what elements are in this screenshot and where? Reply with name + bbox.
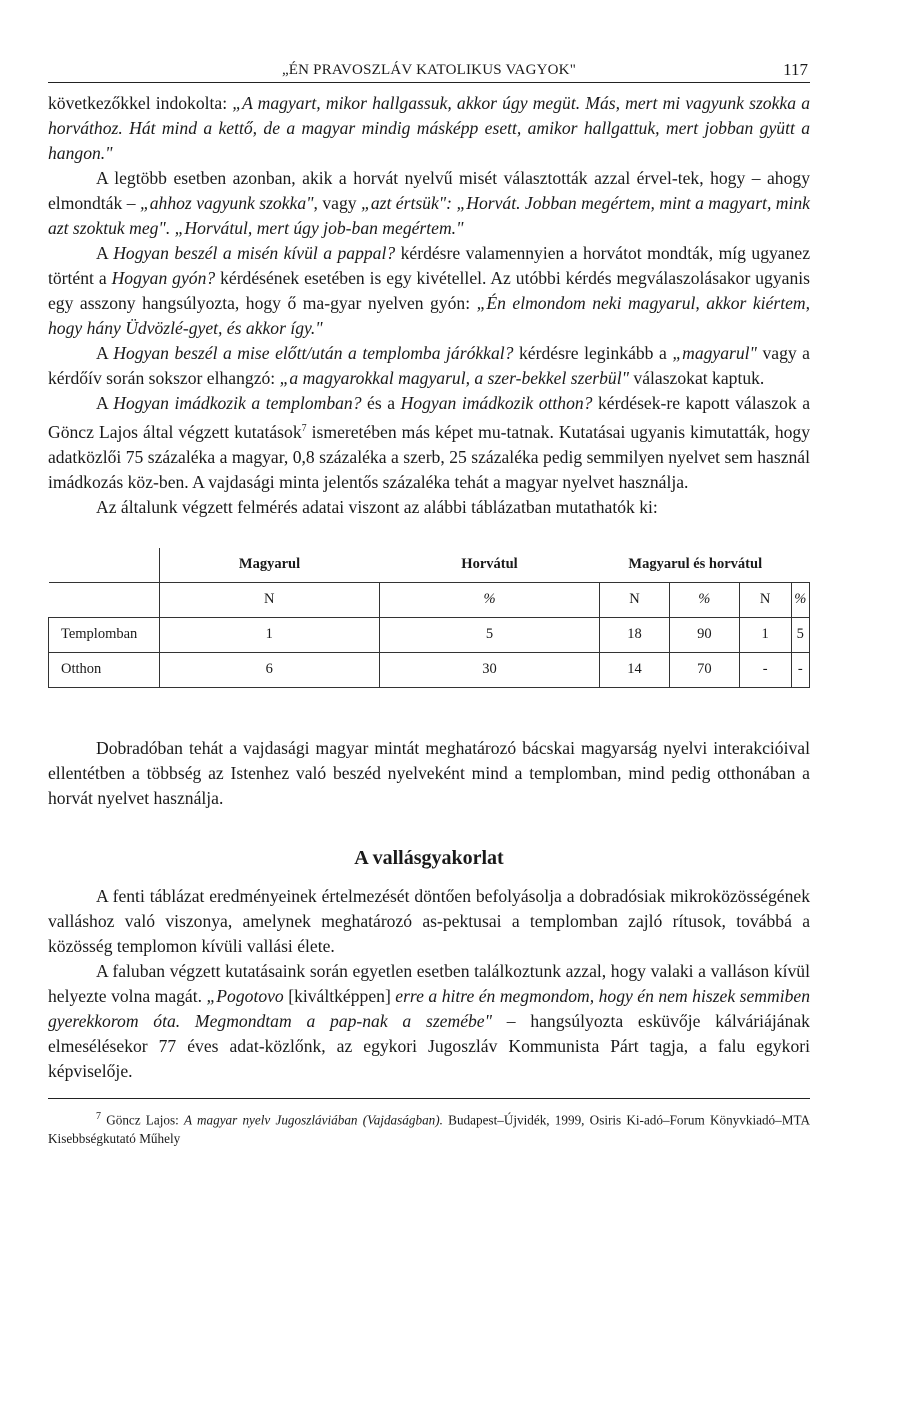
- table-subheader-row: [49, 582, 810, 617]
- table-cell: -: [791, 652, 809, 687]
- paragraph-2: A legtöbb esetben azonban, akik a horvát nyelvű misét választották azzal érvel-tek, hogy – ahogy elmondták – „ahhoz vagyunk szokka", vagy „azt értsük": „Horvát. Jobban megértem, mint a magyart, mink azt szoktuk meg". „Horvátul, mert úgy job-ban megértem.": [48, 168, 810, 238]
- subheader: N: [739, 582, 791, 617]
- running-header: [48, 60, 810, 83]
- table-cell: 70: [669, 652, 739, 687]
- group-header: Magyarul: [238, 556, 301, 573]
- subheader: %: [791, 582, 809, 617]
- row-label: Templomban: [49, 617, 160, 652]
- subheader: N: [159, 582, 380, 617]
- table-cell: -: [739, 652, 791, 687]
- running-title: „ÉN PRAVOSZLÁV KATOLIKUS VAGYOK": [281, 62, 577, 78]
- book-page: [48, 60, 810, 1148]
- paragraph-4: A Hogyan beszél a mise előtt/után a templomba járókkal? kérdésre leginkább a „magyarul" vagy a kérdőív során sokszor elhangzó: „a magyarokkal magyarul, a szer-bekkel szerbül" válaszokat kaptuk.: [48, 343, 810, 388]
- footnote-ref: 7: [301, 423, 307, 434]
- paragraph-9: A faluban végzett kutatásaink során egyetlen esetben találkoztunk azzal, hogy valaki a valláson kívül helyezte volna magát. „Pogotovo [kiváltképpen] erre a hitre én megmondom, hogy én nem hiszek semmiben gyerekkorom óta. Megmondtam a pap-nak a szemébe" – hangsúlyozta esküvője kálváriájának elmesélésekor 77 éves adat-közlőnk, az egykori Jugoszláv Kommunista Párt tagja, a falu egykori képviselője.: [48, 960, 810, 1081]
- table-row: [49, 652, 810, 687]
- subheader: %: [380, 582, 600, 617]
- table-cell: 1: [739, 617, 791, 652]
- paragraph-6: Az általunk végzett felmérés adatai viszont az alábbi táblázatban mutathatók ki:: [96, 496, 658, 517]
- table-cell: 90: [669, 617, 739, 652]
- paragraph-3: A Hogyan beszél a misén kívül a pappal? kérdésre valamennyien a horvátot mondták, míg ugyanez történt a Hogyan gyón? kérdésének esetében is egy kivétellel. Az utóbbi kérdés megválaszolásakor ugyanis egy asszony hangsúlyozta, hogy ő ma-gyar nyelven gyón: „Én elmondom neki magyarul, akkor kiértem, hogy hány Üdvözlé-gyet, és akkor így.": [48, 243, 811, 338]
- table-cell: 18: [600, 617, 670, 652]
- table-cell: 6: [159, 652, 380, 687]
- table-group-header-row: [49, 548, 810, 583]
- paragraph-5: A Hogyan imádkozik a templomban? és a Hogyan imádkozik otthon? kérdések-re kapott válaszok a Göncz Lajos által végzett kutatások$^7$ ismeretében más képet mu-tatnak. Kutatásai ugyanis kimutatták, hogy adatközlői 75 százaléka a magyar, 0,8 százaléka a szerb, 25 százaléka pedig semmilyen nyelvet sem használ imádkozás köz-ben. A vajdasági minta jelentős százaléka tehát a magyar nyelvet használja.: [48, 393, 811, 492]
- table-cell: 14: [600, 652, 670, 687]
- footnote: $^7$ Göncz Lajos: A magyar nyelv Jugoszláviában (Vajdaságban). Budapest–Újvidék, 1999, Osiris Ki-adó–Forum Könyvkiadó–MTA Kisebbségkutató Műhely: [48, 1110, 810, 1147]
- language-table: [48, 548, 810, 688]
- paragraph-7: Dobradóban tehát a vajdasági magyar mintát meghatározó bácskai magyarság nyelvi interakcióival ellentétben a többség az Istenhez való beszéd nyelveként mind a templomban, mind pedig otthonában a horvát nyelvet használja.: [48, 737, 810, 808]
- paragraph-8: A fenti táblázat eredményeinek értelmezését döntően befolyásolja a dobradósiak mikroközösségének valláshoz való viszonya, amelynek meghatározó as-pektusai a templomban zajló rítusok, továbbá a közösség templomon kívüli vallási élete.: [48, 885, 810, 956]
- table-cell: 30: [380, 652, 600, 687]
- group-header: Magyarul és horvátul: [628, 556, 763, 573]
- subheader: %: [669, 582, 739, 617]
- table-row: [49, 617, 810, 652]
- group-header: Horvátul: [461, 556, 518, 573]
- subheader: N: [600, 582, 670, 617]
- footnote-rule: [48, 1098, 810, 1099]
- table-cell: 5: [791, 617, 809, 652]
- row-label: Otthon: [49, 652, 160, 687]
- paragraph-1: következőkkel indokolta: „A magyart, mikor hallgassuk, akkor úgy megüt. Más, mert mi vagyunk szokka a horváthoz. Hát mind a kettő, de a magyar mindig másképp esett, amikor hallgattuk, mert jobban gyütt a hangon.": [48, 93, 810, 163]
- table-cell: 1: [159, 617, 380, 652]
- page-number: 117: [783, 60, 808, 79]
- table-cell: 5: [380, 617, 600, 652]
- section-heading: A vallásgyakorlat: [354, 846, 504, 869]
